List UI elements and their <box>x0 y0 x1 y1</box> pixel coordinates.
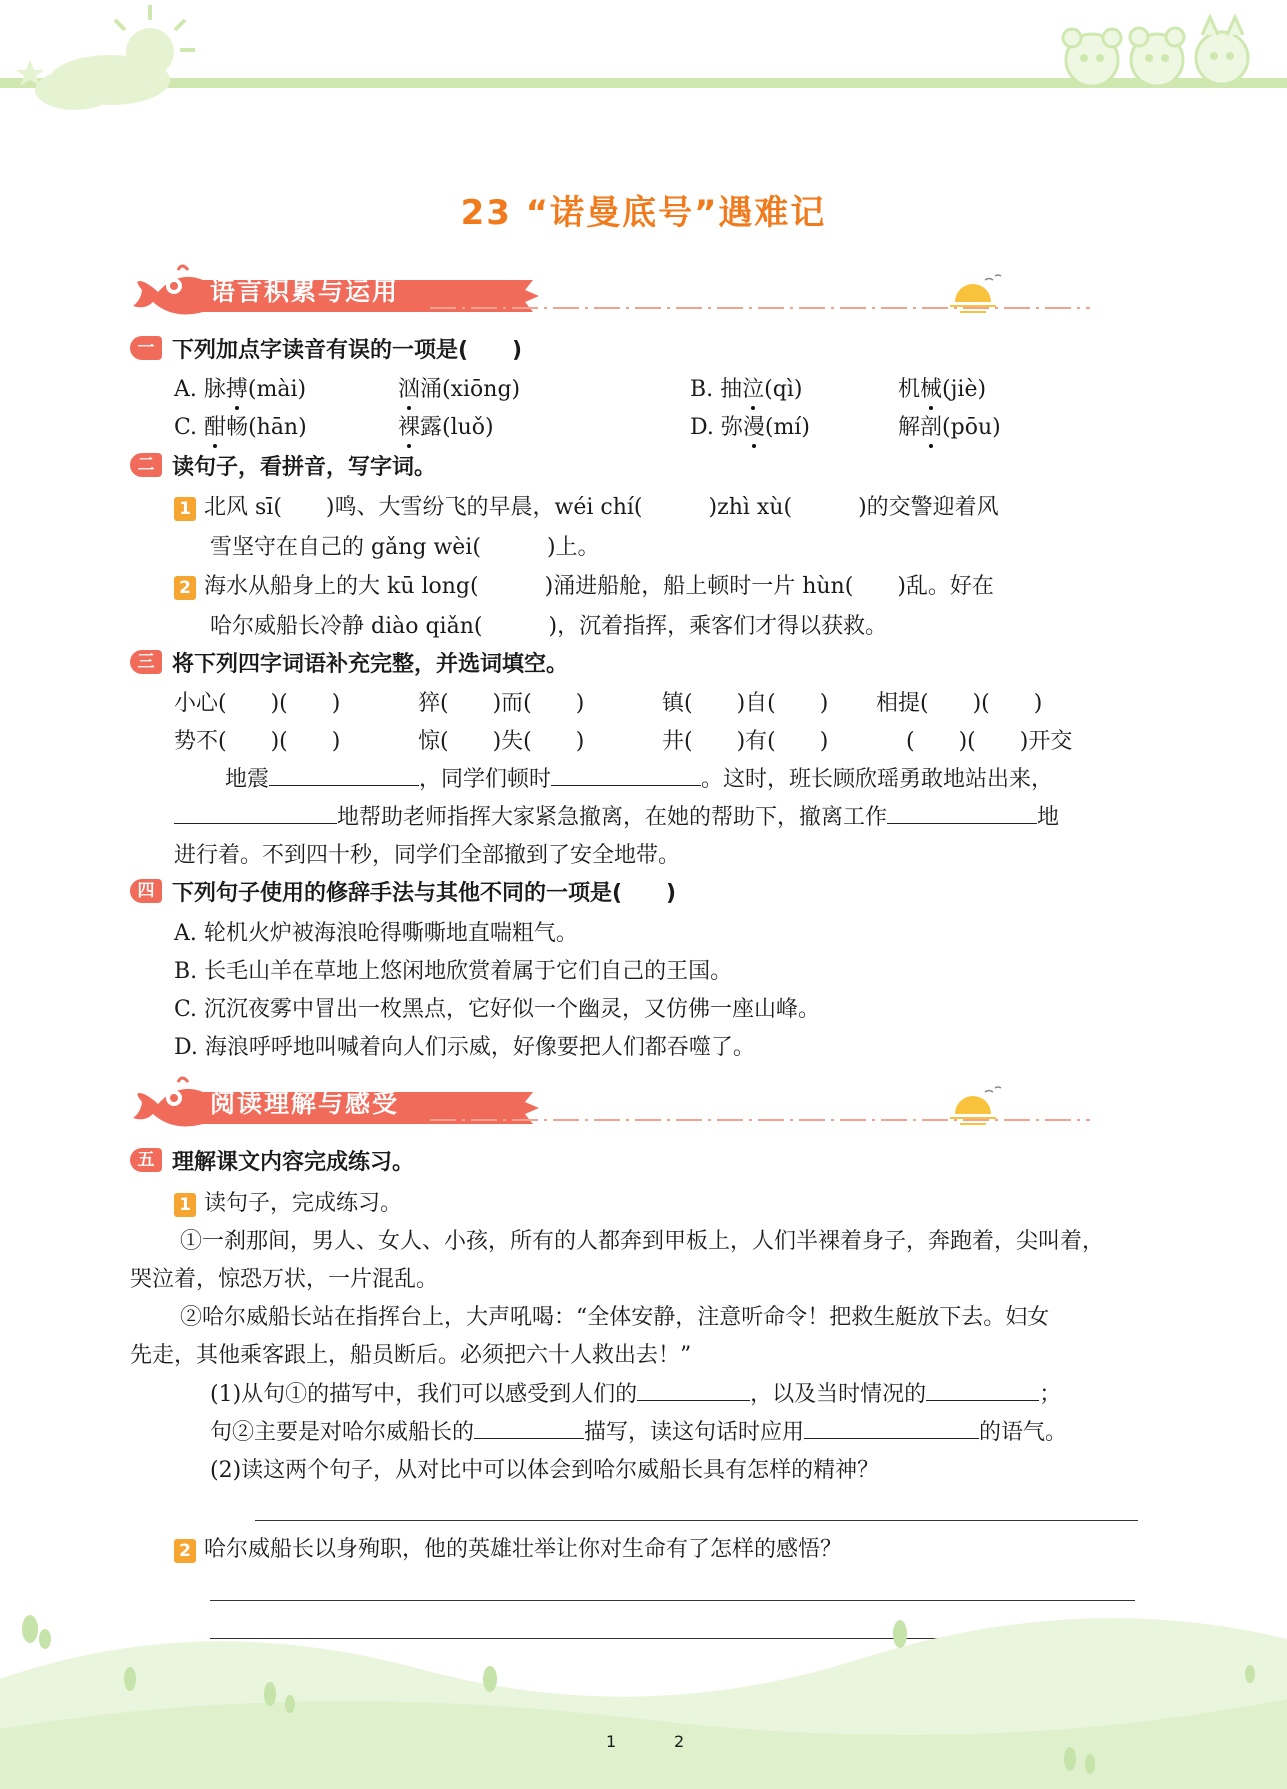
option-c: C. 沉沉夜雾中冒出一枚黑点，它好似一个幽灵，又仿佛一座山峰。 <box>174 997 821 1022</box>
answer-line[interactable] <box>255 1520 1138 1521</box>
text: )的交警迎着风 <box>858 495 999 520</box>
text: )上。 <box>546 535 600 560</box>
blank[interactable] <box>804 1416 979 1439</box>
text: 句②主要是对哈尔威船长的 <box>210 1420 475 1445</box>
question-number: 一 <box>130 336 162 360</box>
question-5-header <box>130 1145 414 1175</box>
question-number: 二 <box>130 453 162 477</box>
option-b: B. 长毛山羊在草地上悠闲地欣赏着属于它们自己的王国。 <box>174 959 733 984</box>
q2-sub2-line2 <box>210 609 887 640</box>
option-b1: B. 抽泣(qì) <box>690 377 803 402</box>
option-a1: A. 脉搏(mài) <box>174 377 307 402</box>
text: 北风 sī( <box>204 495 282 520</box>
text: 哈尔威船长冷静 diào qiǎn( <box>210 614 483 639</box>
question-text: 读句子，看拼音，写字词。 <box>172 454 437 480</box>
blank[interactable] <box>269 763 419 786</box>
fill-paragraph-line2 <box>174 800 1059 831</box>
q5-sub1-q1-line1 <box>210 1377 1061 1408</box>
page-number-1: 1 <box>606 1732 617 1751</box>
passage-1-line1: ①一刹那间，男人、女人、小孩，所有的人都奔到甲板上，人们半裸着身子，奔跑着，尖叫着， <box>180 1229 1105 1254</box>
sub-number: 1 <box>174 497 196 521</box>
q5-sub1-q2: (2)读这两个句子，从对比中可以体会到哈尔威船长具有怎样的精神？ <box>210 1458 880 1483</box>
text: 读句子，完成练习。 <box>204 1191 403 1216</box>
text: )鸣、大雪纷飞的早晨，wéi chí( <box>325 495 643 520</box>
text: )，沉着指挥，乘客们才得以获救。 <box>548 614 888 639</box>
idiom-4: 相提( )( ) <box>876 691 1043 716</box>
blank[interactable] <box>474 1416 584 1439</box>
sub-number: 2 <box>174 1539 196 1563</box>
question-text: 下列加点字读音有误的一项是( ) <box>172 337 523 363</box>
section-title: 语言积累与运用 <box>210 277 400 306</box>
text: 。这时，班长顾欣瑶勇敢地站出来， <box>701 767 1054 792</box>
question-3-header <box>130 647 568 677</box>
option-c2: 裸露(luǒ) <box>398 415 494 440</box>
passage-1-line2: 哭泣着，惊恐万状，一片混乱。 <box>130 1267 439 1292</box>
text: )zhì xù( <box>708 495 793 520</box>
blank[interactable] <box>926 1378 1039 1401</box>
q5-sub2 <box>174 1532 842 1563</box>
question-number: 四 <box>130 879 162 903</box>
option-a2: 汹涌(xiōng) <box>398 377 521 402</box>
q2-sub1-line1 <box>174 490 999 521</box>
question-text: 下列句子使用的修辞手法与其他不同的一项是( ) <box>172 880 677 906</box>
option-c1: C. 酣畅(hān) <box>174 415 307 440</box>
question-number: 五 <box>130 1148 162 1172</box>
text: 海水从船身上的大 kū long( <box>204 574 479 599</box>
text: ； <box>1039 1382 1062 1407</box>
blank[interactable] <box>551 763 701 786</box>
text: )涌进船舱，船上顿时一片 hùn( <box>544 574 854 599</box>
blank[interactable] <box>887 801 1037 824</box>
text: 地帮助老师指挥大家紧急撤离，在她的帮助下，撤离工作 <box>337 805 888 830</box>
idiom-6: 惊( )失( ) <box>418 729 585 754</box>
text: 地震 <box>225 767 270 792</box>
text: ，以及当时情况的 <box>750 1382 927 1407</box>
text: 哈尔威船长以身殉职，他的英雄壮举让你对生命有了怎样的感悟？ <box>204 1537 843 1562</box>
animal-faces-icon <box>1057 10 1257 90</box>
sub-number: 2 <box>174 576 196 600</box>
option-d1: D. 弥漫(mí) <box>690 415 810 440</box>
text: ，同学们顿时 <box>419 767 552 792</box>
fill-paragraph-line1 <box>225 762 1053 793</box>
blank[interactable] <box>637 1378 750 1401</box>
page-number-2: 2 <box>674 1732 685 1751</box>
text: 雪坚守在自己的 gǎng wèi( <box>210 535 481 560</box>
section-banner-1 <box>130 262 1140 318</box>
q5-sub1-q1-line2 <box>210 1415 1067 1446</box>
text: 描写，读这句话时应用 <box>584 1420 805 1445</box>
idiom-8: ( )( )开交 <box>906 729 1073 754</box>
idiom-2: 猝( )而( ) <box>418 691 585 716</box>
question-4-header <box>130 876 676 906</box>
text: 的语气。 <box>979 1420 1068 1445</box>
page-title: 23 “诺曼底号”遇难记 <box>460 193 827 233</box>
q2-sub2-line1 <box>174 569 994 600</box>
question-text: 将下列四字词语补充完整，并选词填空。 <box>172 651 569 677</box>
sub-number: 1 <box>174 1193 196 1217</box>
idiom-3: 镇( )自( ) <box>662 691 829 716</box>
sun-cloud-icon <box>0 0 220 120</box>
fill-paragraph-line3: 进行着。不到四十秒，同学们全部撤到了安全地带。 <box>174 843 681 868</box>
section-banner-2 <box>130 1074 1140 1130</box>
question-text: 理解课文内容完成练习。 <box>172 1149 415 1175</box>
section-title: 阅读理解与感受 <box>210 1089 400 1118</box>
q5-sub1-header <box>174 1186 402 1217</box>
text: (1)从句①的描写中，我们可以感受到人们的 <box>210 1382 638 1407</box>
idiom-7: 井( )有( ) <box>662 729 829 754</box>
idiom-5: 势不( )( ) <box>174 729 341 754</box>
question-2-header <box>130 450 436 480</box>
option-b2: 机械(jiè) <box>898 377 987 402</box>
passage-2-line2: 先走，其他乘客跟上，船员断后。必须把六十人救出去！” <box>130 1343 692 1368</box>
q2-sub1-line2 <box>210 530 600 561</box>
question-number: 三 <box>130 650 162 674</box>
blank[interactable] <box>174 801 337 824</box>
option-d2: 解剖(pōu) <box>898 415 1001 440</box>
question-1-header <box>130 333 522 363</box>
idiom-1: 小心( )( ) <box>174 691 341 716</box>
hills-decoration-icon <box>0 1569 1287 1789</box>
text: )乱。好在 <box>897 574 994 599</box>
option-d: D. 海浪呼呼地叫喊着向人们示威，好像要把人们都吞噬了。 <box>174 1035 755 1060</box>
option-a: A. 轮机火炉被海浪呛得嘶嘶地直喘粗气。 <box>174 921 578 946</box>
text: 地 <box>1037 805 1060 830</box>
passage-2-line1: ②哈尔威船长站在指挥台上，大声吼喝：“全体安静，注意听命令！把救生艇放下去。妇女 <box>180 1305 1050 1330</box>
